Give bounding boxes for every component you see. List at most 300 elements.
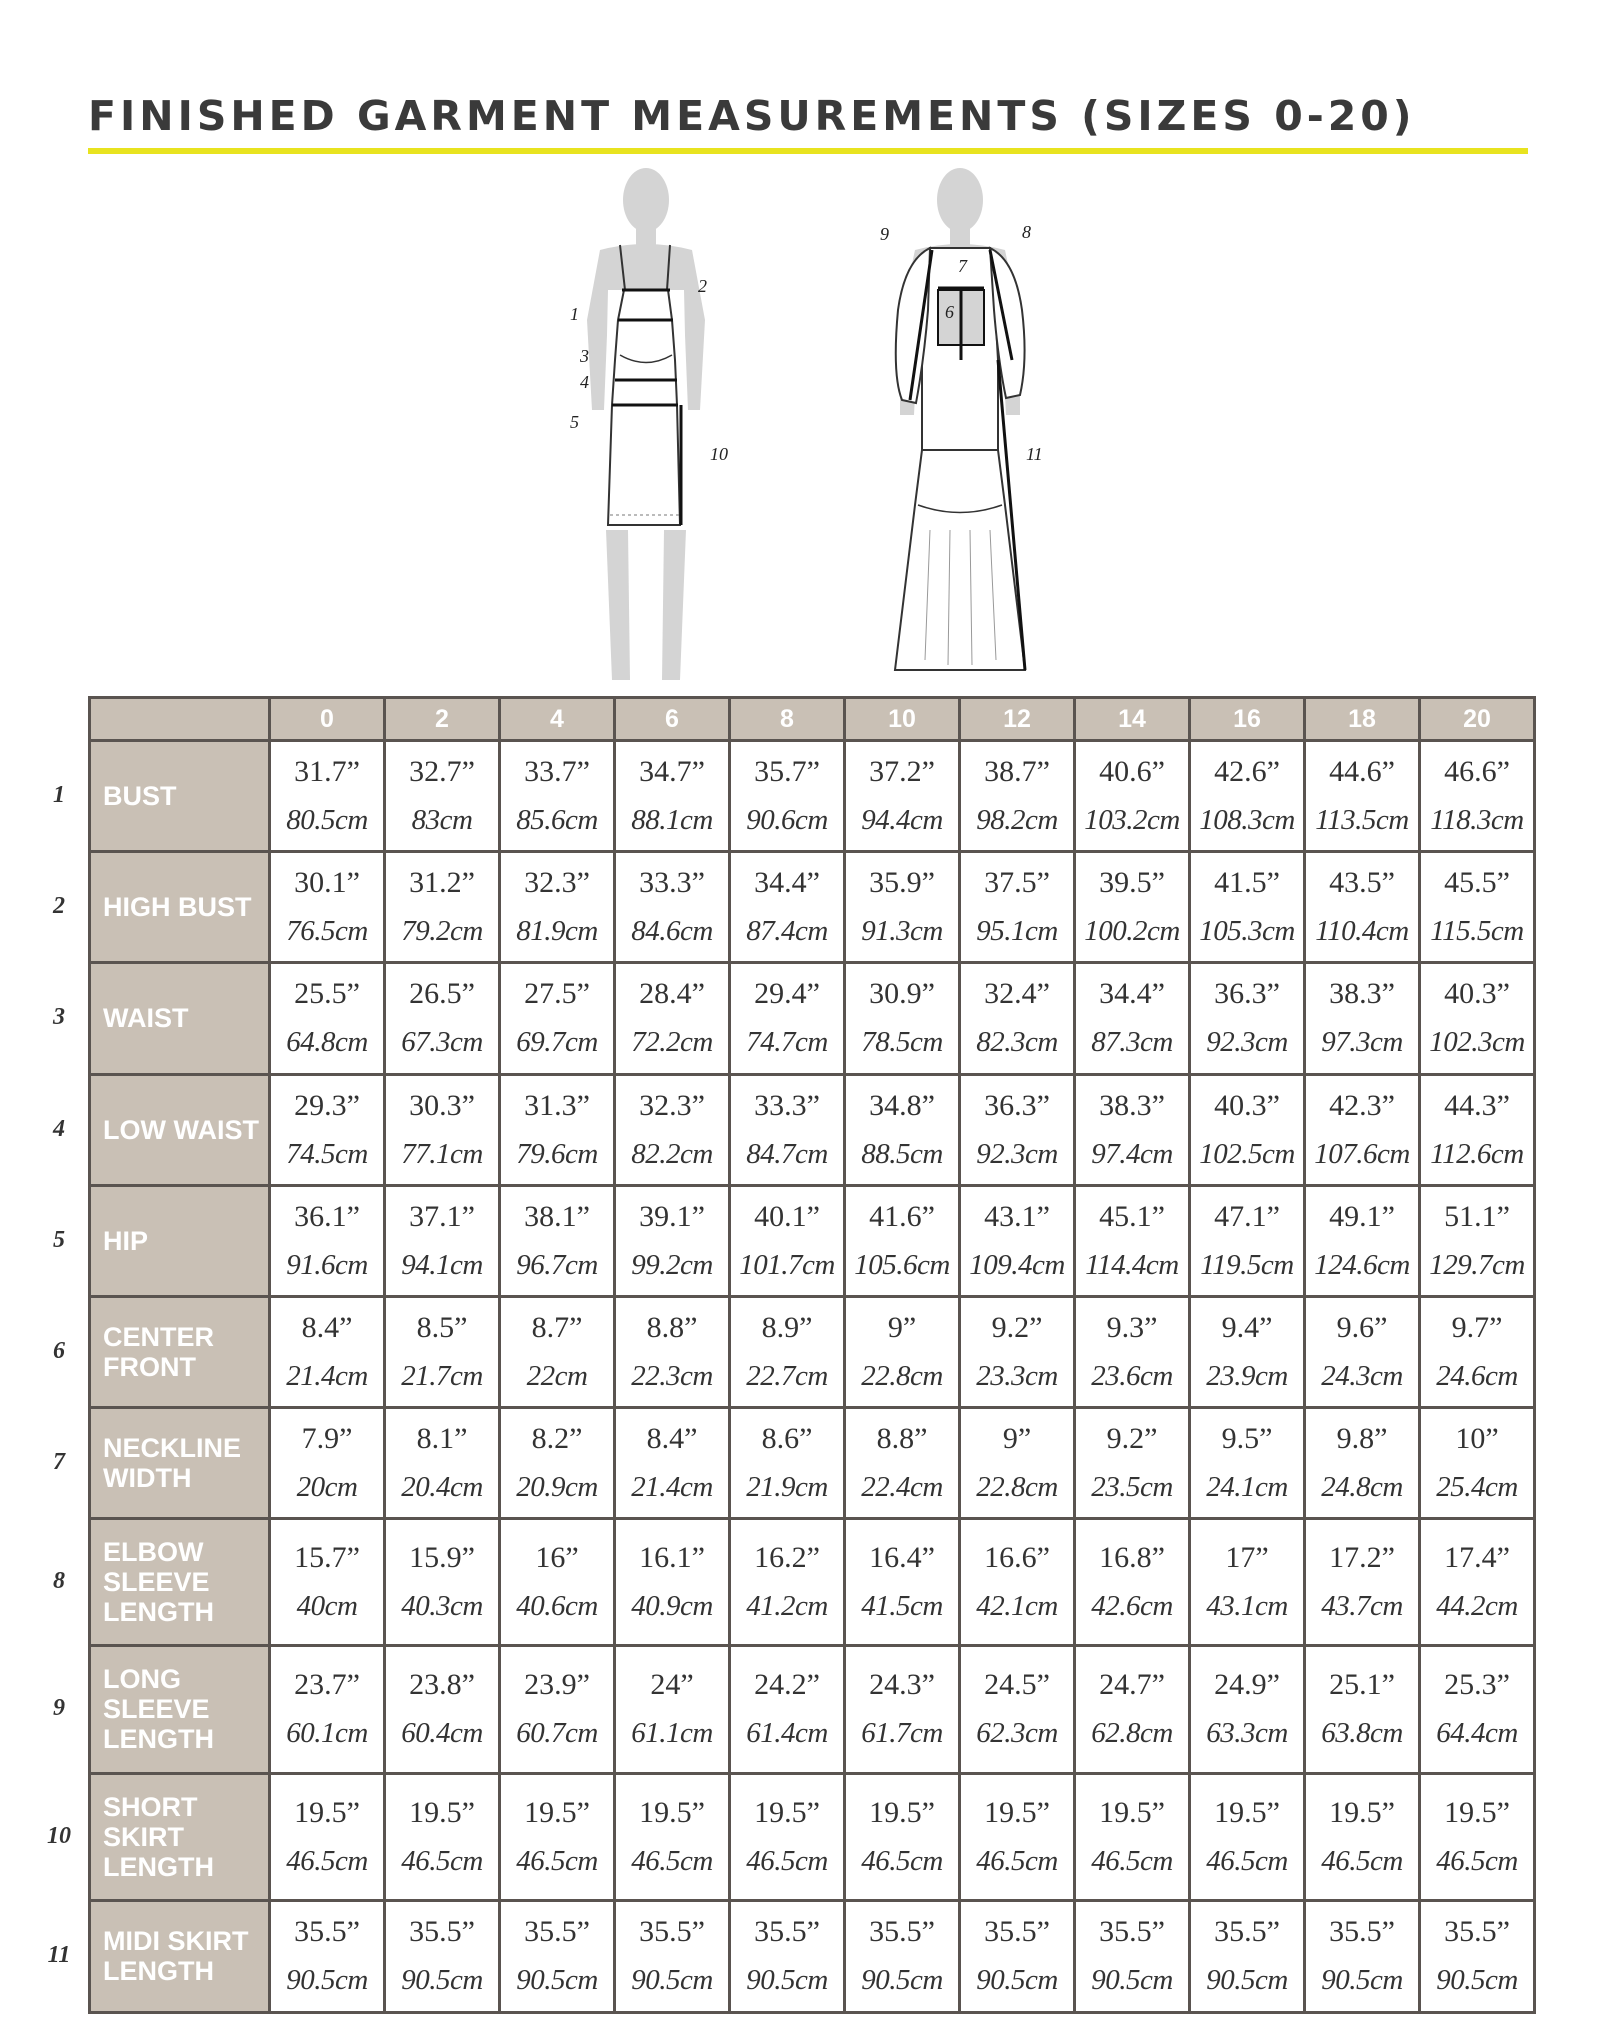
measurement-row: [90, 741, 1535, 852]
inch-value: 29.4”: [754, 977, 820, 1011]
svg-text:1: 1: [570, 304, 579, 324]
cm-value: 84.7cm: [746, 1137, 828, 1170]
measurement-cell: [500, 1185, 615, 1296]
inch-value: 33.3”: [639, 866, 705, 900]
measurement-cell: [960, 1408, 1075, 1519]
size-header-row: [90, 698, 1535, 741]
measurement-cell: [1420, 852, 1535, 963]
inch-value: 37.2”: [869, 755, 935, 789]
inch-value: 19.5”: [294, 1795, 360, 1829]
cm-value: 24.1cm: [1206, 1471, 1288, 1504]
measurement-cell: [1305, 852, 1420, 963]
inch-value: 43.5”: [1329, 866, 1395, 900]
inch-value: 38.3”: [1329, 977, 1395, 1011]
cm-value: 79.6cm: [516, 1137, 598, 1170]
cm-value: 22.3cm: [631, 1359, 713, 1392]
measurement-cell: [1075, 1296, 1190, 1407]
measurement-cell: [1305, 1185, 1420, 1296]
row-number: 10: [47, 1822, 71, 1849]
cm-value: 74.7cm: [746, 1026, 828, 1059]
measurement-cell: [1075, 1900, 1190, 2012]
measurement-cell: [1190, 1519, 1305, 1646]
inch-value: 16.4”: [869, 1541, 935, 1575]
inch-value: 33.7”: [524, 755, 590, 789]
inch-value: 41.5”: [1214, 866, 1280, 900]
inch-value: 31.3”: [524, 1088, 590, 1122]
cm-value: 114.4cm: [1085, 1248, 1179, 1281]
inch-value: 9.2”: [991, 1310, 1043, 1344]
inch-value: 31.7”: [294, 755, 360, 789]
cm-value: 97.4cm: [1091, 1137, 1173, 1170]
measurement-cell: [385, 1646, 500, 1773]
cm-value: 46.5cm: [401, 1844, 483, 1877]
measurement-cell: [1420, 1900, 1535, 2012]
measurement-row: [90, 852, 1535, 963]
cm-value: 23.5cm: [1091, 1471, 1173, 1504]
inch-value: 40.3”: [1444, 977, 1510, 1011]
measurement-cell: [615, 1408, 730, 1519]
cm-value: 61.7cm: [861, 1717, 943, 1750]
cm-value: 21.7cm: [401, 1359, 483, 1392]
cm-value: 23.9cm: [1206, 1359, 1288, 1392]
inch-value: 51.1”: [1444, 1199, 1510, 1233]
inch-value: 32.7”: [409, 755, 475, 789]
cm-value: 100.2cm: [1084, 915, 1180, 948]
cm-value: 20.9cm: [516, 1471, 598, 1504]
cm-value: 24.3cm: [1321, 1359, 1403, 1392]
measurement-cell: [270, 1773, 385, 1900]
cm-value: 74.5cm: [286, 1137, 368, 1170]
measurement-cell: [845, 1074, 960, 1185]
inch-value: 9.6”: [1336, 1310, 1388, 1344]
measurement-cell: [730, 1296, 845, 1407]
inch-value: 35.5”: [869, 1915, 935, 1949]
cm-value: 90.5cm: [1091, 1964, 1173, 1997]
size-header: 10: [845, 698, 960, 741]
measurement-cell: [845, 1185, 960, 1296]
cm-value: 90.5cm: [631, 1964, 713, 1997]
measurement-cell: [385, 1900, 500, 2012]
cm-value: 43.7cm: [1321, 1590, 1403, 1623]
inch-value: 19.5”: [1214, 1795, 1280, 1829]
size-header: 20: [1420, 698, 1535, 741]
cm-value: 21.4cm: [631, 1471, 713, 1504]
measurement-row: [90, 963, 1535, 1074]
measurement-row: [90, 1185, 1535, 1296]
cm-value: 69.7cm: [516, 1026, 598, 1059]
measurement-cell: [500, 1900, 615, 2012]
inch-value: 35.9”: [869, 866, 935, 900]
size-header: 0: [270, 698, 385, 741]
page-title: FINISHED GARMENT MEASUREMENTS (SIZES 0-20): [88, 92, 1416, 140]
measurement-cell: [960, 1773, 1075, 1900]
measurement-cell: [730, 1074, 845, 1185]
measurement-cell: [270, 1519, 385, 1646]
inch-value: 8.8”: [646, 1310, 698, 1344]
measurement-row: [90, 1296, 1535, 1407]
measurement-cell: [615, 1296, 730, 1407]
inch-value: 35.7”: [754, 755, 820, 789]
measurement-cell: [1420, 963, 1535, 1074]
measurement-cell: [1420, 1773, 1535, 1900]
measurement-label: NECKLINE WIDTH: [90, 1408, 270, 1519]
inch-value: 35.5”: [754, 1915, 820, 1949]
inch-value: 29.3”: [294, 1088, 360, 1122]
inch-value: 17.2”: [1329, 1541, 1395, 1575]
measurement-cell: [1420, 741, 1535, 852]
measurement-cell: [1420, 1646, 1535, 1773]
measurement-cell: [615, 1900, 730, 2012]
cm-value: 118.3cm: [1430, 804, 1524, 837]
measurement-cell: [1190, 963, 1305, 1074]
measurement-cell: [615, 1074, 730, 1185]
measurement-cell: [1075, 1074, 1190, 1185]
size-header: 18: [1305, 698, 1420, 741]
measurement-cell: [730, 1519, 845, 1646]
cm-value: 87.4cm: [746, 915, 828, 948]
title-underline: [88, 148, 1528, 154]
measurement-cell: [1305, 741, 1420, 852]
inch-value: 17”: [1225, 1541, 1269, 1575]
measurement-cell: [270, 852, 385, 963]
cm-value: 60.4cm: [401, 1717, 483, 1750]
inch-value: 15.9”: [409, 1541, 475, 1575]
measurement-cell: [1190, 1185, 1305, 1296]
svg-text:7: 7: [958, 256, 967, 276]
measurement-cell: [960, 1646, 1075, 1773]
measurement-cell: [385, 741, 500, 852]
cm-value: 64.8cm: [286, 1026, 368, 1059]
inch-value: 33.3”: [754, 1088, 820, 1122]
inch-value: 47.1”: [1214, 1199, 1280, 1233]
measurement-cell: [845, 1296, 960, 1407]
inch-value: 16.1”: [639, 1541, 705, 1575]
measurement-cell: [500, 1646, 615, 1773]
row-number: 11: [47, 1942, 71, 1969]
measurement-row: [90, 1773, 1535, 1900]
cm-value: 82.2cm: [631, 1137, 713, 1170]
inch-value: 34.4”: [754, 866, 820, 900]
measurements-table: [88, 696, 1536, 2014]
inch-value: 16.6”: [984, 1541, 1050, 1575]
cm-value: 40.9cm: [631, 1590, 713, 1623]
measurement-cell: [960, 852, 1075, 963]
row-number: 4: [53, 1115, 65, 1142]
measurement-cell: [730, 741, 845, 852]
inch-value: 38.1”: [524, 1199, 590, 1233]
inch-value: 41.6”: [869, 1199, 935, 1233]
cm-value: 22.8cm: [976, 1471, 1058, 1504]
inch-value: 30.3”: [409, 1088, 475, 1122]
row-number: 6: [53, 1337, 65, 1364]
measurement-cell: [500, 1773, 615, 1900]
cm-value: 22.4cm: [861, 1471, 943, 1504]
measurement-label: CENTER FRONT: [90, 1296, 270, 1407]
inch-value: 26.5”: [409, 977, 475, 1011]
cm-value: 46.5cm: [1436, 1844, 1518, 1877]
measurement-cell: [385, 963, 500, 1074]
inch-value: 19.5”: [409, 1795, 475, 1829]
inch-value: 16.8”: [1099, 1541, 1165, 1575]
measurement-cell: [615, 963, 730, 1074]
measurement-cell: [1420, 1519, 1535, 1646]
size-header: 8: [730, 698, 845, 741]
measurement-cell: [500, 1074, 615, 1185]
measurement-cell: [385, 1408, 500, 1519]
inch-value: 9.7”: [1451, 1310, 1503, 1344]
measurement-cell: [385, 852, 500, 963]
cm-value: 91.3cm: [861, 915, 943, 948]
inch-value: 15.7”: [294, 1541, 360, 1575]
measurement-cell: [1420, 1296, 1535, 1407]
inch-value: 9.8”: [1336, 1422, 1388, 1456]
cm-value: 60.1cm: [286, 1717, 368, 1750]
inch-value: 16”: [535, 1541, 579, 1575]
inch-value: 35.5”: [1099, 1915, 1165, 1949]
inch-value: 8.5”: [416, 1310, 468, 1344]
measurement-row: [90, 1646, 1535, 1773]
inch-value: 24.2”: [754, 1668, 820, 1702]
cm-value: 81.9cm: [516, 915, 598, 948]
measurement-cell: [1305, 1296, 1420, 1407]
inch-value: 28.4”: [639, 977, 705, 1011]
cm-value: 78.5cm: [861, 1026, 943, 1059]
inch-value: 31.2”: [409, 866, 475, 900]
cm-value: 85.6cm: [516, 804, 598, 837]
measurement-cell: [500, 1408, 615, 1519]
measurement-cell: [1190, 1408, 1305, 1519]
inch-value: 24”: [650, 1668, 694, 1702]
inch-value: 30.9”: [869, 977, 935, 1011]
measurement-label: HIGH BUST: [90, 852, 270, 963]
inch-value: 32.4”: [984, 977, 1050, 1011]
cm-value: 77.1cm: [401, 1137, 483, 1170]
inch-value: 9.4”: [1221, 1310, 1273, 1344]
measurement-cell: [960, 1074, 1075, 1185]
header-corner: [90, 698, 270, 741]
measurement-cell: [1420, 1408, 1535, 1519]
cm-value: 92.3cm: [1206, 1026, 1288, 1059]
inch-value: 8.2”: [531, 1422, 583, 1456]
inch-value: 9”: [887, 1310, 917, 1344]
size-header: 2: [385, 698, 500, 741]
cm-value: 90.6cm: [746, 804, 828, 837]
measurement-cell: [615, 1773, 730, 1900]
cm-value: 23.3cm: [976, 1359, 1058, 1392]
inch-value: 42.6”: [1214, 755, 1280, 789]
short-dress-figure: [570, 168, 728, 680]
cm-value: 62.8cm: [1091, 1717, 1173, 1750]
cm-value: 43.1cm: [1206, 1590, 1288, 1623]
cm-value: 90.5cm: [861, 1964, 943, 1997]
measurement-cell: [615, 852, 730, 963]
cm-value: 23.6cm: [1091, 1359, 1173, 1392]
cm-value: 108.3cm: [1199, 804, 1295, 837]
cm-value: 79.2cm: [401, 915, 483, 948]
cm-value: 82.3cm: [976, 1026, 1058, 1059]
cm-value: 102.5cm: [1199, 1137, 1295, 1170]
cm-value: 90.5cm: [401, 1964, 483, 1997]
inch-value: 35.5”: [984, 1915, 1050, 1949]
measurement-cell: [385, 1519, 500, 1646]
inch-value: 8.7”: [531, 1310, 583, 1344]
cm-value: 91.6cm: [286, 1248, 368, 1281]
measurement-label: LONG SLEEVE LENGTH: [90, 1646, 270, 1773]
midi-dress-figure: [880, 168, 1043, 670]
inch-value: 9.5”: [1221, 1422, 1273, 1456]
cm-value: 46.5cm: [746, 1844, 828, 1877]
cm-value: 62.3cm: [976, 1717, 1058, 1750]
size-header: 14: [1075, 698, 1190, 741]
measurement-cell: [845, 1773, 960, 1900]
measurement-cell: [845, 741, 960, 852]
inch-value: 8.1”: [416, 1422, 468, 1456]
measurement-cell: [730, 1773, 845, 1900]
inch-value: 19.5”: [869, 1795, 935, 1829]
inch-value: 30.1”: [294, 866, 360, 900]
measurement-cell: [960, 1519, 1075, 1646]
inch-value: 32.3”: [524, 866, 590, 900]
inch-value: 34.8”: [869, 1088, 935, 1122]
inch-value: 19.5”: [524, 1795, 590, 1829]
measurement-cell: [730, 1900, 845, 2012]
cm-value: 113.5cm: [1315, 804, 1409, 837]
inch-value: 45.1”: [1099, 1199, 1165, 1233]
inch-value: 23.9”: [524, 1668, 590, 1702]
measurement-cell: [270, 741, 385, 852]
measurement-cell: [960, 1296, 1075, 1407]
cm-value: 95.1cm: [976, 915, 1058, 948]
measurement-label: ELBOW SLEEVE LENGTH: [90, 1519, 270, 1646]
cm-value: 99.2cm: [631, 1248, 713, 1281]
measurement-label: LOW WAIST: [90, 1074, 270, 1185]
inch-value: 7.9”: [301, 1422, 353, 1456]
cm-value: 46.5cm: [1321, 1844, 1403, 1877]
cm-value: 90.5cm: [516, 1964, 598, 1997]
inch-value: 38.7”: [984, 755, 1050, 789]
svg-text:8: 8: [1022, 222, 1031, 242]
svg-text:3: 3: [580, 346, 589, 366]
inch-value: 40.6”: [1099, 755, 1165, 789]
inch-value: 36.3”: [984, 1088, 1050, 1122]
inch-value: 35.5”: [1214, 1915, 1280, 1949]
cm-value: 90.5cm: [286, 1964, 368, 1997]
size-header: 12: [960, 698, 1075, 741]
inch-value: 35.5”: [294, 1915, 360, 1949]
cm-value: 124.6cm: [1314, 1248, 1410, 1281]
measurement-cell: [1190, 1900, 1305, 2012]
cm-value: 109.4cm: [969, 1248, 1065, 1281]
measurement-label: WAIST: [90, 963, 270, 1074]
cm-value: 107.6cm: [1314, 1137, 1410, 1170]
row-number: 2: [53, 893, 65, 920]
inch-value: 44.6”: [1329, 755, 1395, 789]
measurement-label: MIDI SKIRT LENGTH: [90, 1900, 270, 2012]
measurement-cell: [1305, 1900, 1420, 2012]
cm-value: 96.7cm: [516, 1248, 598, 1281]
inch-value: 19.5”: [754, 1795, 820, 1829]
measurement-cell: [1075, 1185, 1190, 1296]
measurement-cell: [1420, 1074, 1535, 1185]
cm-value: 40.6cm: [516, 1590, 598, 1623]
measurement-cell: [960, 1185, 1075, 1296]
inch-value: 35.5”: [524, 1915, 590, 1949]
cm-value: 46.5cm: [516, 1844, 598, 1877]
measurement-cell: [385, 1074, 500, 1185]
inch-value: 49.1”: [1329, 1199, 1395, 1233]
cm-value: 129.7cm: [1429, 1248, 1525, 1281]
inch-value: 8.4”: [301, 1310, 353, 1344]
cm-value: 41.5cm: [861, 1590, 943, 1623]
inch-value: 40.1”: [754, 1199, 820, 1233]
inch-value: 25.1”: [1329, 1668, 1395, 1702]
inch-value: 24.7”: [1099, 1668, 1165, 1702]
cm-value: 98.2cm: [976, 804, 1058, 837]
measurement-cell: [1075, 741, 1190, 852]
inch-value: 34.7”: [639, 755, 705, 789]
svg-text:2: 2: [698, 276, 707, 296]
measurement-cell: [960, 1900, 1075, 2012]
measurement-cell: [385, 1185, 500, 1296]
inch-value: 9.2”: [1106, 1422, 1158, 1456]
cm-value: 87.3cm: [1091, 1026, 1173, 1059]
measurement-label: HIP: [90, 1185, 270, 1296]
cm-value: 110.4cm: [1315, 915, 1409, 948]
measurement-cell: [270, 1646, 385, 1773]
measurement-label: SHORT SKIRT LENGTH: [90, 1773, 270, 1900]
cm-value: 72.2cm: [631, 1026, 713, 1059]
inch-value: 43.1”: [984, 1199, 1050, 1233]
measurement-cell: [385, 1296, 500, 1407]
cm-value: 112.6cm: [1430, 1137, 1524, 1170]
measurement-cell: [730, 1408, 845, 1519]
cm-value: 88.1cm: [631, 804, 713, 837]
inch-value: 35.5”: [1329, 1915, 1395, 1949]
inch-value: 16.2”: [754, 1541, 820, 1575]
measurement-cell: [1075, 1646, 1190, 1773]
measurement-cell: [730, 1646, 845, 1773]
measurement-cell: [1075, 1773, 1190, 1900]
cm-value: 90.5cm: [976, 1964, 1058, 1997]
measurement-cell: [500, 852, 615, 963]
cm-value: 64.4cm: [1436, 1717, 1518, 1750]
measurement-cell: [960, 963, 1075, 1074]
inch-value: 19.5”: [984, 1795, 1050, 1829]
inch-value: 38.3”: [1099, 1088, 1165, 1122]
cm-value: 83cm: [411, 804, 473, 837]
measurement-label: BUST: [90, 741, 270, 852]
inch-value: 19.5”: [1444, 1795, 1510, 1829]
svg-text:4: 4: [580, 372, 589, 392]
cm-value: 94.1cm: [401, 1248, 483, 1281]
inch-value: 17.4”: [1444, 1541, 1510, 1575]
inch-value: 34.4”: [1099, 977, 1165, 1011]
cm-value: 22.7cm: [746, 1359, 828, 1392]
cm-value: 40.3cm: [401, 1590, 483, 1623]
inch-value: 37.1”: [409, 1199, 475, 1233]
inch-value: 25.5”: [294, 977, 360, 1011]
measurement-cell: [960, 741, 1075, 852]
cm-value: 76.5cm: [286, 915, 368, 948]
inch-value: 19.5”: [639, 1795, 705, 1829]
cm-value: 115.5cm: [1430, 915, 1524, 948]
measurement-cell: [1190, 1773, 1305, 1900]
cm-value: 63.8cm: [1321, 1717, 1403, 1750]
inch-value: 35.5”: [1444, 1915, 1510, 1949]
inch-value: 35.5”: [639, 1915, 705, 1949]
inch-value: 35.5”: [409, 1915, 475, 1949]
measurement-cell: [1190, 1296, 1305, 1407]
